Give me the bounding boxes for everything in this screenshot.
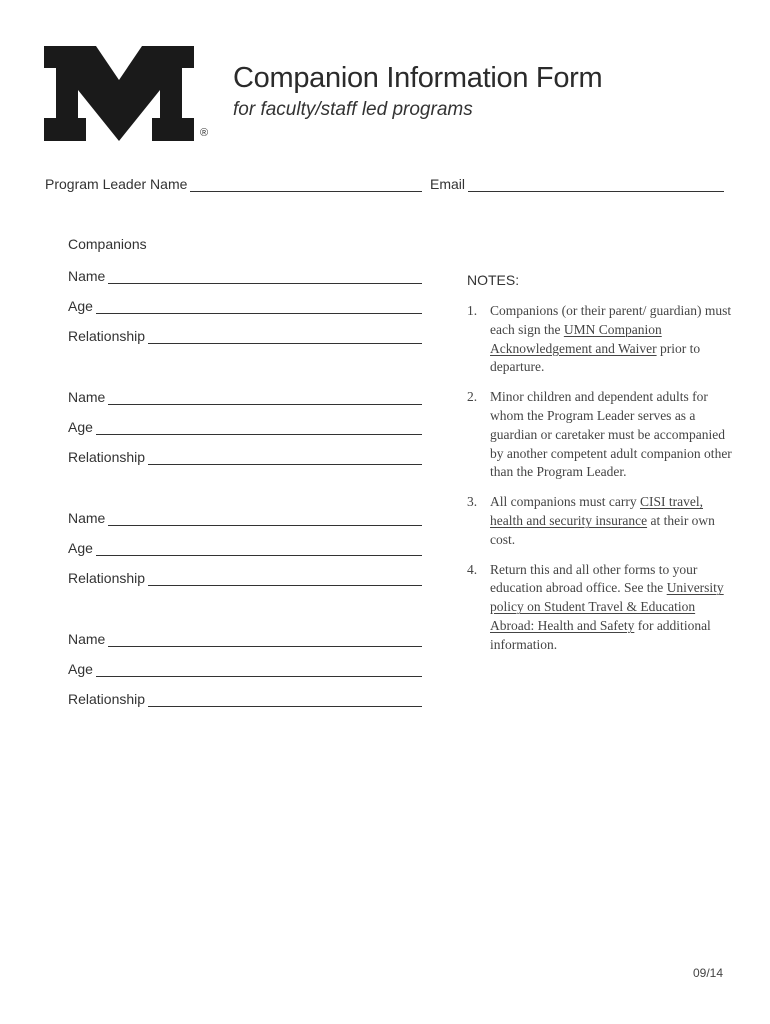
companion-age-label: Age [68, 661, 93, 677]
companion-name-input-line[interactable] [108, 390, 422, 405]
companion-relationship-input-line[interactable] [148, 329, 422, 344]
form-title: Companion Information Form [233, 62, 603, 94]
note-text-segment: All companions must carry [490, 494, 640, 510]
university-m-logo [44, 46, 194, 141]
companion-age-input-line[interactable] [96, 662, 422, 677]
companion-relationship-label: Relationship [68, 328, 146, 344]
note-text-segment: at their own cost. [490, 512, 715, 547]
note-text-segment: Minor children and dependent adults for whom the Program Leader serves as a guardian or caretaker must be accompanied by another competent adult companion other than the Program Leader. [490, 389, 732, 480]
companion-name-label: Name [68, 510, 106, 526]
companion-name-input-line[interactable] [108, 269, 422, 284]
companion-age-label: Age [68, 419, 93, 435]
note-link[interactable]: UMN Companion Acknowledgement and Waiver [490, 321, 662, 356]
companion-relationship-label: Relationship [68, 691, 146, 707]
email-field[interactable] [430, 174, 724, 192]
companion-name-label: Name [68, 389, 106, 405]
companion-name-label: Name [68, 268, 106, 284]
companion-name-input-line[interactable] [108, 511, 422, 526]
companion-relationship-label: Relationship [68, 449, 146, 465]
note-number: 1. [467, 303, 478, 318]
companion-age-input-line[interactable] [96, 420, 422, 435]
email-label: Email [430, 176, 466, 192]
note-text-segment: prior to departure. [490, 340, 701, 375]
registered-trademark-mark: ® [200, 127, 209, 139]
companion-age-label: Age [68, 298, 93, 314]
companion-4-name-field[interactable] [68, 629, 422, 647]
companion-1-relationship-field[interactable] [68, 326, 422, 344]
companion-age-input-line[interactable] [96, 541, 422, 556]
note-number: 4. [467, 561, 478, 577]
companion-relationship-input-line[interactable] [148, 692, 422, 707]
companion-3-name-field[interactable] [68, 508, 422, 526]
companions-heading: Companions [68, 236, 147, 252]
note-link[interactable]: University policy on Student Travel & Education Abroad: Health and Safety [490, 580, 724, 633]
notes-heading: NOTES: [467, 272, 520, 288]
form-revision-date: 09/14 [692, 966, 723, 980]
companion-1-age-field[interactable] [68, 296, 422, 314]
note-number: 2. [467, 389, 478, 405]
note-item [467, 561, 737, 655]
notes-section [467, 272, 737, 666]
companion-2-relationship-field[interactable] [68, 447, 422, 465]
companion-1-name-field[interactable] [68, 266, 422, 284]
program-leader-name-field[interactable] [45, 174, 422, 192]
companion-2-age-field[interactable] [68, 417, 422, 435]
companion-4-age-field[interactable] [68, 659, 422, 677]
companion-3-relationship-field[interactable] [68, 568, 422, 586]
companion-2-name-field[interactable] [68, 387, 422, 405]
note-text [490, 302, 737, 377]
companion-name-label: Name [68, 631, 106, 647]
note-text-segment: Return this and all other forms to your education abroad office. See the [490, 561, 698, 596]
note-text [490, 493, 737, 549]
note-item [467, 388, 737, 482]
note-text-segment: Companions (or their parent/ guardian) must each sign the [490, 303, 732, 337]
notes-list [467, 302, 737, 655]
note-link[interactable]: CISI travel, health and security insurance [490, 494, 703, 528]
companion-3-age-field[interactable] [68, 538, 422, 556]
companion-4-relationship-field[interactable] [68, 689, 422, 707]
program-leader-name-label: Program Leader Name [45, 176, 188, 192]
companion-age-input-line[interactable] [96, 299, 422, 314]
note-text-segment: for additional information. [490, 617, 711, 652]
program-leader-name-input-line[interactable] [190, 177, 422, 192]
form-subtitle: for faculty/staff led programs [233, 99, 473, 120]
companion-name-input-line[interactable] [108, 632, 422, 647]
note-item [467, 302, 737, 377]
companion-relationship-input-line[interactable] [148, 571, 422, 586]
note-number: 3. [467, 494, 478, 510]
note-text [490, 388, 737, 482]
note-text [490, 561, 737, 655]
companion-relationship-label: Relationship [68, 570, 146, 586]
companion-relationship-input-line[interactable] [148, 450, 422, 465]
note-item [467, 493, 737, 549]
companion-age-label: Age [68, 540, 93, 556]
email-input-line[interactable] [468, 177, 724, 192]
